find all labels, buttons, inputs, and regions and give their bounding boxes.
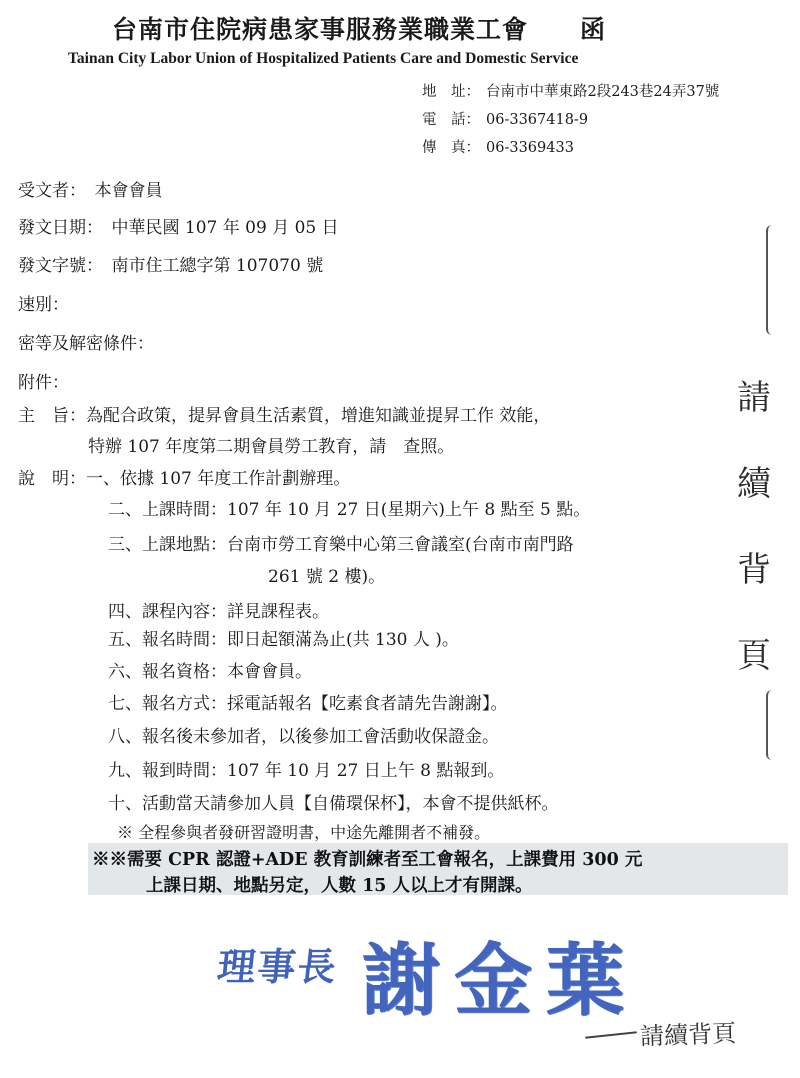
letterhead-title: 台南市住院病患家事服務業職業工會 函 [112,15,607,44]
field-doc-number: 發文字號： 南市住工總字第 107070 號 [18,256,324,276]
explanation-item-6: 六、報名資格：本會會員。 [108,662,312,682]
subject-line-2: 特辦 107 年度第二期會員勞工教育，請 查照。 [88,437,455,457]
explanation-item-2: 二、上課時間：107 年 10 月 27 日(星期六)上午 8 點至 5 點。 [108,500,591,520]
contact-phone-value: 06-3367418-9 [486,112,589,128]
handwritten-char-4: 頁 [737,636,771,676]
stamp-name: 謝金葉 [362,935,639,1026]
explanation-note: ※ 全程參與者發研習證明書，中途先離開者不補發。 [117,823,491,842]
contact-fax-label: 傳 真： [422,140,480,156]
subject-line-1: 主 旨：為配合政策，提昇會員生活素質，增進知識並提昇工作 效能， [18,406,551,426]
highlight-line-1: ※※需要 CPR 認證+ADE 教育訓練者至工會報名，上課費用 300 元 [92,850,643,870]
explanation-item-3-cont: 261 號 2 樓)。 [268,567,386,587]
explanation-item-7: 七、報名方式：採電話報名【吃素食者請先告謝謝】。 [108,694,508,714]
handwritten-dash [585,1031,637,1038]
explanation-item-1: 說 明：一、依據 107 年度工作計劃辦理。 [18,469,351,489]
contact-address-value: 台南市中華東路2段243巷24弄37號 [486,84,720,100]
contact-fax [422,136,574,157]
explanation-item-10: 十、活動當天請參加人員【自備環保杯】，本會不提供紙杯。 [108,794,559,814]
explanation-item-3: 三、上課地點：台南市勞工育樂中心第三會議室(台南市南門路 [108,535,574,555]
handwritten-char-1: 請 [737,378,771,418]
contact-address [422,80,719,101]
highlight-line-2: 上課日期、地點另定，人數 15 人以上才有開課。 [146,876,533,896]
field-speed: 速別： [18,295,69,315]
field-date: 發文日期： 中華民國 107 年 09 月 05 日 [18,218,339,238]
contact-address-label: 地 址： [422,84,480,100]
handwritten-stroke-bottom [766,690,778,760]
contact-phone-label: 電 話： [422,112,480,128]
explanation-item-4: 四、課程內容：詳見課程表。 [108,602,329,622]
handwritten-char-2: 續 [737,464,771,504]
explanation-item-8: 八、報名後未參加者，以後參加工會活動收保證金。 [108,727,499,747]
explanation-item-9: 九、報到時間：107 年 10 月 27 日上午 8 點報到。 [108,761,505,781]
handwritten-char-3: 背 [737,550,771,590]
stamp-role: 理事長 [215,944,341,989]
field-attachment: 附件： [18,373,69,393]
handwritten-bottom-note: 請續背頁 [639,1019,737,1051]
field-secrecy: 密等及解密條件： [18,334,154,354]
contact-fax-value: 06-3369433 [486,140,574,156]
explanation-item-5: 五、報名時間：即日起額滿為止(共 130 人 )。 [108,630,459,650]
handwritten-stroke-top [766,225,778,335]
chairman-signature-stamp [206,912,652,1026]
field-recipient: 受文者： 本會會員 [18,181,163,201]
letterhead-title-english: Tainan City Labor Union of Hospitalized Patients Care and Domestic Service [68,50,579,67]
contact-phone [422,108,588,129]
handwritten-vertical-note [734,355,774,699]
